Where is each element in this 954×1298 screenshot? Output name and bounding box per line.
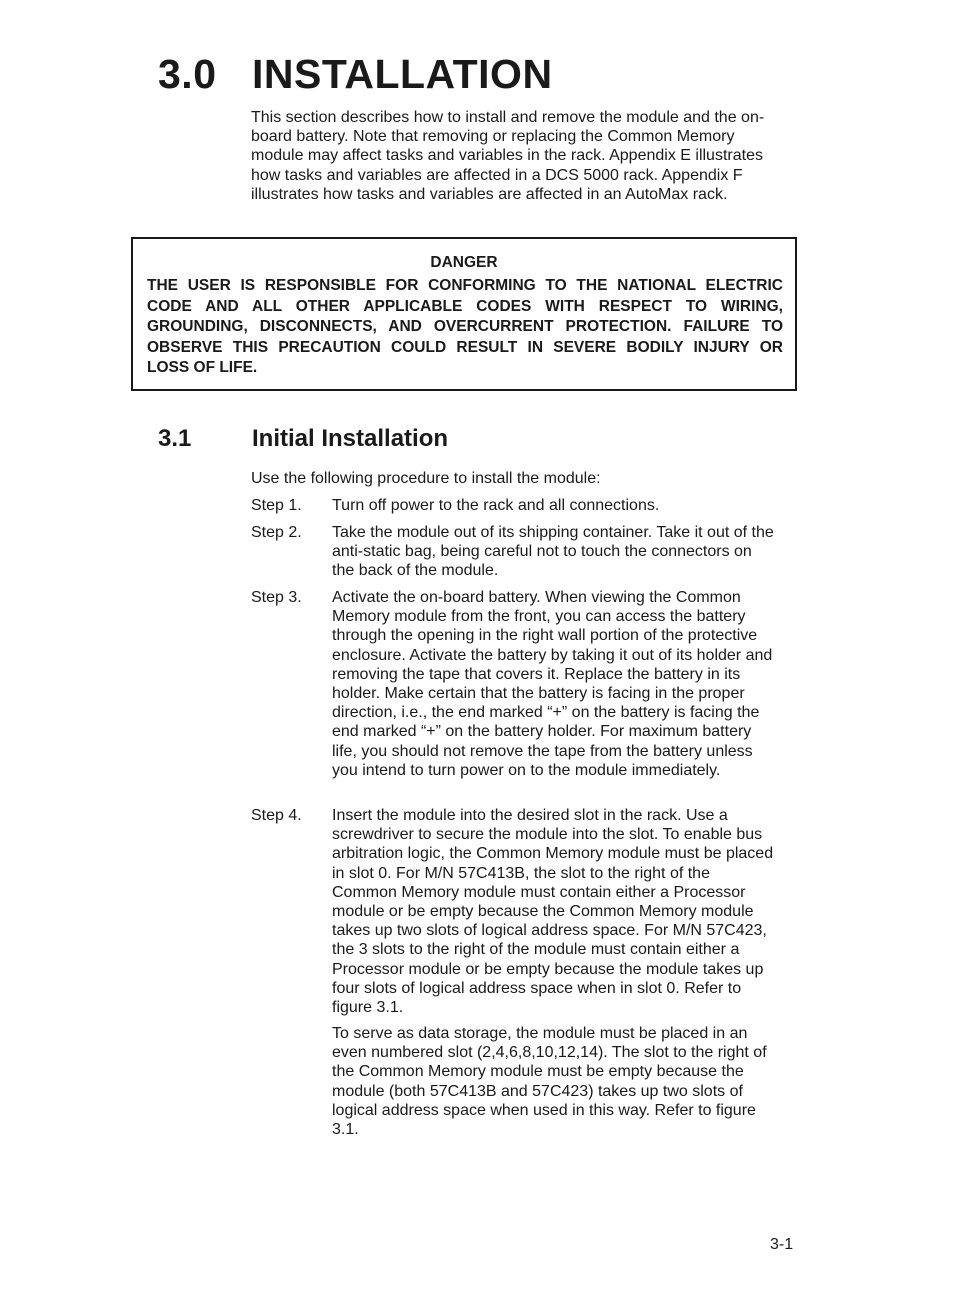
page-number: 3-1 — [770, 1236, 794, 1253]
danger-notice — [131, 237, 797, 391]
step-4-text: Insert the module into the desired slot in the rack. Use a screwdriver to secure the module into the slot. To enable bus arbitration logic, the Common Memory module must be placed in slot 0. For M/N 57C413B, the slot to the right of the Common Memory module must contain either a Processor module or be empty because the Common Memory module takes up two slots of logical address space. For M/N 57C423, the 3 slots to the right of the module must contain either a Processor module or be empty because the module takes up four slots of logical address space when in slot 0. Refer to figure 3.1. — [332, 807, 774, 1017]
step-1-label: Step 1. — [251, 497, 302, 514]
danger-title: DANGER — [430, 254, 498, 271]
page-heading — [158, 50, 553, 98]
step-4-label: Step 4. — [251, 807, 302, 824]
danger-text — [147, 276, 783, 379]
danger-line: OBSERVE THIS PRECAUTION COULD RESULT IN SEVERE BODILY INJURY OR — [147, 338, 783, 356]
danger-line: THE USER IS RESPONSIBLE FOR CONFORMING TO THE NATIONAL ELECTRIC — [147, 277, 783, 294]
chapter-number: 3.0 — [158, 51, 217, 97]
chapter-title: INSTALLATION — [252, 51, 553, 97]
step-2-text: Take the module out of its shipping container. Take it out of the anti-static bag, being careful not to touch the connectors on the back of the module. — [332, 524, 774, 580]
step-1-text: Turn off power to the rack and all connections. — [332, 497, 660, 514]
procedure-lead: Use the following procedure to install the module: — [251, 470, 601, 487]
danger-line: CODE AND ALL OTHER APPLICABLE CODES WITH RESPECT TO WIRING, — [147, 297, 783, 315]
danger-line: GROUNDING, DISCONNECTS, AND OVERCURRENT PROTECTION. FAILURE TO — [147, 318, 783, 335]
step-4-continuation: To serve as data storage, the module must be placed in an even numbered slot (2,4,6,8,10,12,14). The slot to the right of the Common Memory module must be empty because the module (both 57C413B and 57C423) takes up two slots of logical address space when used in this way. Refer to figure 3.1. — [332, 1025, 767, 1139]
section-heading — [158, 424, 448, 454]
danger-line: LOSS OF LIFE. — [147, 359, 258, 376]
section-number: 3.1 — [158, 425, 192, 452]
intro-paragraph: This section describes how to install and remove the module and the on-board battery. Note that removing or replacing the Common Memory module may affect tasks and variables in the rack. Appendix E illustrates how tasks and variables are affected in a DCS 5000 rack. Appendix F illustrates how tasks and variables are affected in an AutoMax rack. — [251, 109, 765, 203]
step-2-label: Step 2. — [251, 524, 302, 541]
step-3-label: Step 3. — [251, 589, 302, 606]
step-3-text: Activate the on-board battery. When viewing the Common Memory module from the front, you can access the battery through the opening in the right wall portion of the protective enclosure. Activate the battery by taking it out of its holder and removing the tape that covers it. Replace the battery in its holder. Make certain that the battery is facing in the proper direction, i.e., the end marked “+” on the battery is facing the end marked “+” on the battery holder. For maximum battery life, you should not remove the tape from the battery unless you intend to turn power on to the module immediately. — [332, 589, 773, 779]
section-title: Initial Installation — [252, 425, 449, 452]
